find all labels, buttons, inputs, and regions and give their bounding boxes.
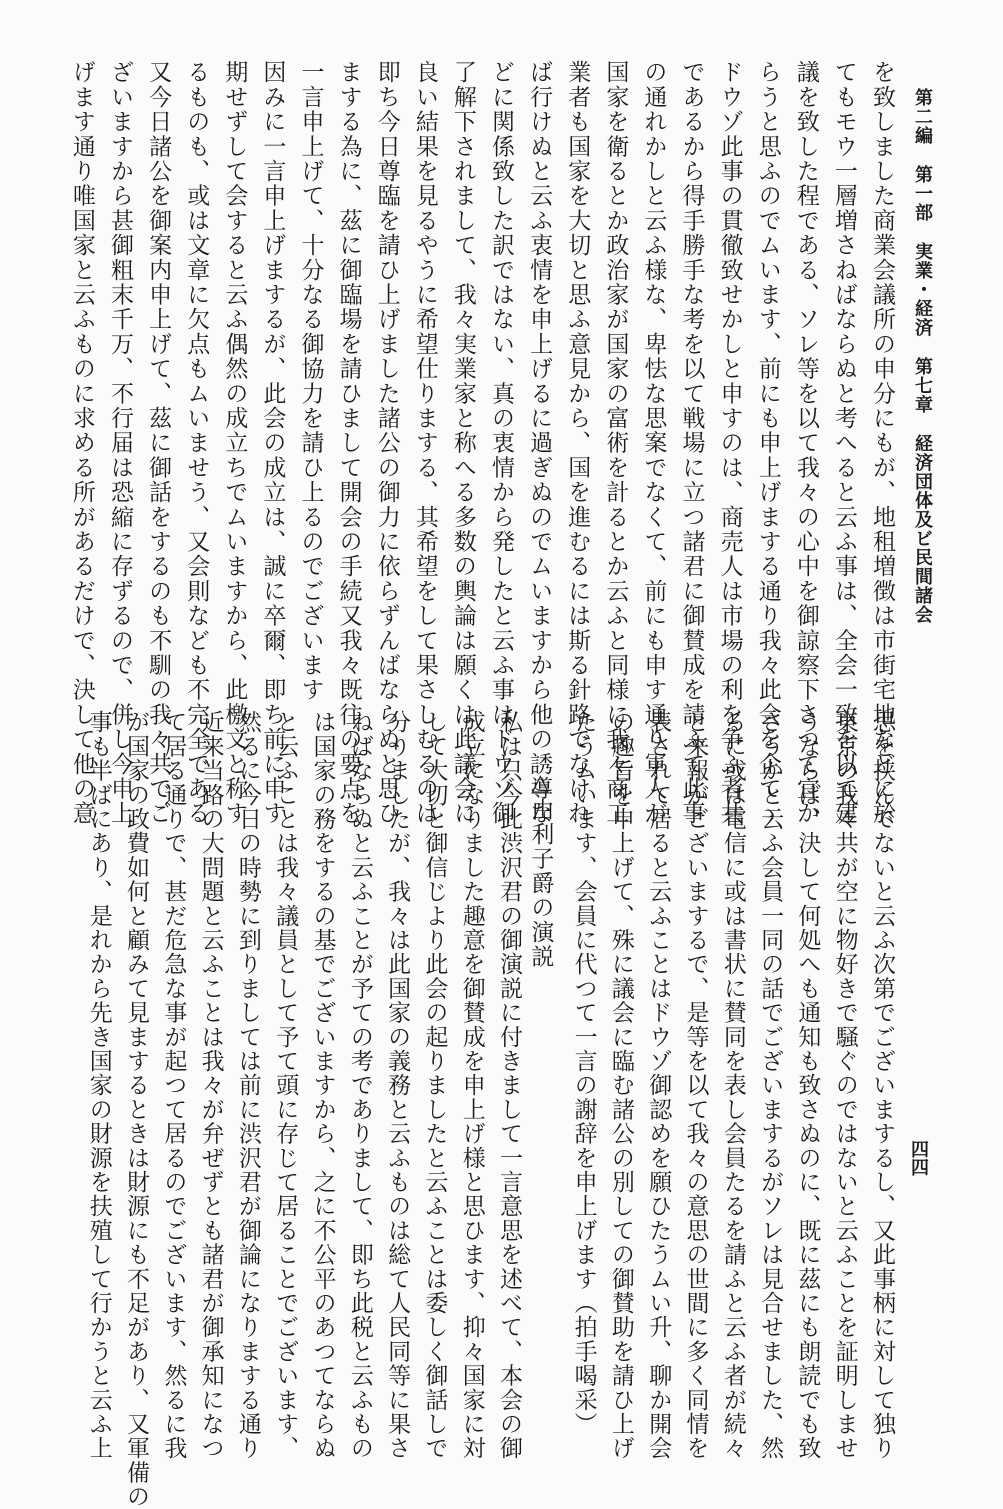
text-column: 成立になりました趣意を御賛成を申上げ様と思ひます、抑々国家に対 [458,710,485,1461]
text-column: るに或は電信に或は書状に賛同を表し会員たるを請ふと云ふ者が続々 [719,710,746,1461]
text-column: ざいますから甚御粗末千万、不行届は恐縮に存ずるので、併し今申上 [107,60,133,826]
section-heading: △由利子爵の演説 [527,770,554,969]
page-number: 四四 [908,1140,929,1176]
text-column: 良い結果を見るやうに希望仕りまする、其希望をして果さしむるのは [411,60,438,826]
text-column: 表されて居ると云ふことはドウゾ御認めを願ひたうムい升、聊か開会 [645,710,672,1461]
text-column: 私は只今此渋沢君の御演説に付きまして一言意思を述べて、本会の御 [496,710,522,1461]
text-column: 又今日諸公を御案内申上げて、茲に御話をするのも不馴の我々共でご [145,60,172,826]
text-column: の通れかしと云ふ様な、卑怯な思案でなくて、前にも申す通り軍人が [640,60,667,826]
text-column: 期せずして会すると云ふ偶然の成立ちでムいますから、此檄文と称す [221,60,248,826]
running-head-segment: 第二編 [912,88,933,145]
text-column: を致しました商業会議所の申分にもが、地租増徴は市街宅地などに於 [869,60,895,826]
running-head-segment: 経済団体及ビ民間諸会 [912,434,933,624]
text-column: ば行けぬと云ふ衷情を申上げるに過ぎぬのでムいますから他の誘導な [526,60,553,826]
text-column: 了解下されまして、我々実業家と称へる多数の輿論は願くは此議会に [449,60,476,826]
text-column: と云ふことは我々議員として予て頭に存じて居ることでございます、 [272,710,299,1461]
text-column: の趣旨を申上げて、殊に議会に臨む諸公の別しての御賛助を請ひ上げ [607,710,634,1461]
running-head [909,88,935,688]
text-column: げます通り唯国家と云ふものに求める所があるだけで、決して他の意 [68,60,95,826]
text-column: たうムいます、会員に代つて一言の謝辞を申上げます（拍手喝采） [570,710,597,1436]
text-column: であるから得手勝手な考を以て戦場に立つ諸君に御賛成を請ふて此事 [678,60,705,826]
text-column: うならば、決して何処へも通知も致さぬのに、既に茲にも朗読でも致 [794,710,821,1461]
text-column: まする為に、茲に御臨場を請ひまして開会の手続又我々既往の要点を [335,60,362,826]
text-column: 即ち今日尊臨を請ひ上げました諸公の御力に依らずんばならぬと思ひ [373,60,400,826]
text-column: 然るに今日の時勢に到りましては前に渋沢君が御論になりまする通り [234,710,261,1461]
text-column: 東京の我々共が空に物好きで騒ぐのではないと云ふことを証明しませ [831,710,858,1461]
text-column: て居る通りで、甚だ危急な事が起つて居るのでございます、然るに我 [160,710,187,1461]
text-column: 近来当路の大問題と云ふことは我々が弁ぜずとも諸君が御承知になつ [197,710,224,1461]
text-column: が国家の政費如何と顧みて見まするときは財源にも不足があり、又軍備の [123,710,149,1509]
text-column: るものも、或は文章に欠点もムいませう、又会則なども不完全である [183,60,210,826]
text-column: 業者も国家を大切と思ふ意見から、国を進むるには斯る針路でなけれ [564,60,591,826]
text-column: 思を挟んでないと云ふ次第でございまするし、又此事柄に対して独り [869,710,895,1461]
text-column: ねばならぬと云ふことが予ての考でありまして、即ち此税と云ふもの [346,710,373,1461]
text-column: と来報がございまするで、是等を以て我々の意思の世間に多く同情を [682,710,709,1461]
text-column: して大切と御信じより此会の起りましたと云ふことは委しく御話しで [421,710,448,1461]
text-column: 国家を衛るとか政治家が国家の富術を計るとか云ふと同様に我々商工 [602,60,629,826]
text-column: らうと思ふのでムいます、前にも申上げまする通り我々此会を企てゝ [754,60,781,826]
text-column: どに関係致した訳ではない、真の衷情から発したと云ふ事はドウゾ御 [488,60,514,826]
text-column: さうかと云ふ会員一同の話でございまするがソレは見合せました、然 [757,710,784,1461]
text-column: てもモウ一層増さねばならぬと考へると云ふ事は、全会一致を以て建 [830,60,857,826]
running-head-segment: 実業・経済 [912,242,933,337]
text-column: 議を致した程である、ソレ等を以て我々の心中を御諒察下さつて宜か [792,60,819,826]
text-column: 分りましたが、我々は此国家の義務と云ふものは総て人民同等に果さ [384,710,411,1461]
text-column: 事も半ばにあり、是れから先き国家の財源を扶殖して行かうと云ふ上 [85,710,112,1461]
text-column: 一言申上げて、十分なる御協力を請ひ上るのでございます [297,60,324,703]
running-head-segment: 第七章 [912,357,933,414]
text-column: ドウゾ此事の貫徹致せかしと申すのは、商売人は市場の利を争ふ者共 [716,60,743,826]
text-column: 因みに一言申上げまするが、此会の成立は、誠に卒爾、即ち前に申す [259,60,286,826]
text-column: は国家の務をするの基でございますから、之に不公平のあつてならぬ [309,710,336,1461]
running-head-segment: 第一部 [912,165,933,222]
